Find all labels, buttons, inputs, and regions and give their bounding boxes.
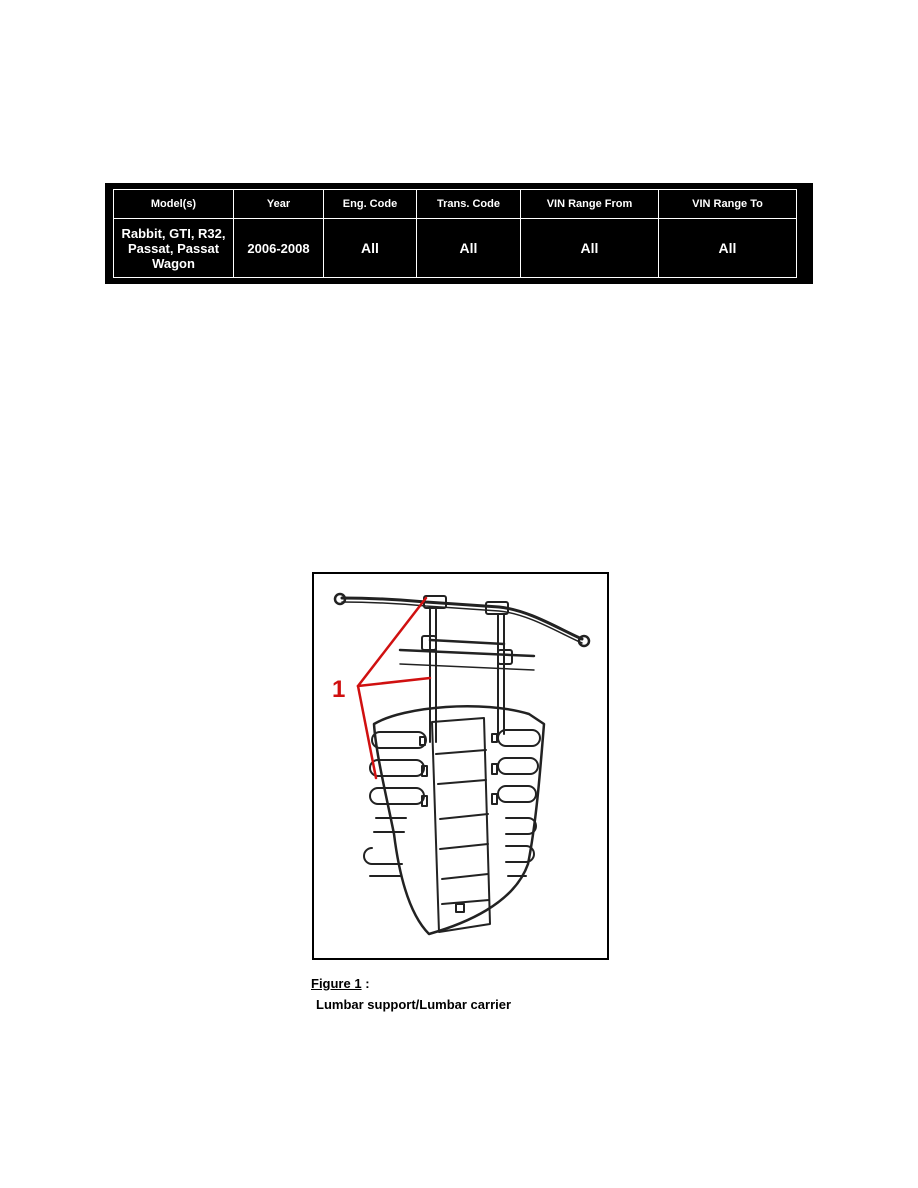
cell-vin-from: All (521, 219, 659, 278)
figure-1-frame (312, 572, 609, 960)
header-vin-from: VIN Range From (521, 190, 659, 219)
cell-vin-to: All (659, 219, 797, 278)
table-header-row (114, 190, 797, 219)
cell-year: 2006-2008 (234, 219, 324, 278)
figure-number: Figure 1 (311, 976, 362, 991)
header-models: Model(s) (114, 190, 234, 219)
figure-label-suffix: : (361, 976, 370, 991)
cell-eng-code: All (324, 219, 417, 278)
applicability-table (105, 183, 813, 284)
cell-trans-code: All (417, 219, 521, 278)
table-row (114, 219, 797, 278)
header-eng-code: Eng. Code (324, 190, 417, 219)
header-year: Year (234, 190, 324, 219)
figure-caption: Lumbar support/Lumbar carrier (316, 997, 512, 1012)
figure-label (311, 976, 370, 991)
callout-number: 1 (332, 676, 346, 703)
header-trans-code: Trans. Code (417, 190, 521, 219)
applicability-grid (113, 189, 797, 278)
lumbar-support-illustration (314, 574, 607, 958)
cell-models: Rabbit, GTI, R32, Passat, Passat Wagon (114, 219, 234, 278)
header-vin-to: VIN Range To (659, 190, 797, 219)
callout-leader-lines (358, 598, 430, 778)
